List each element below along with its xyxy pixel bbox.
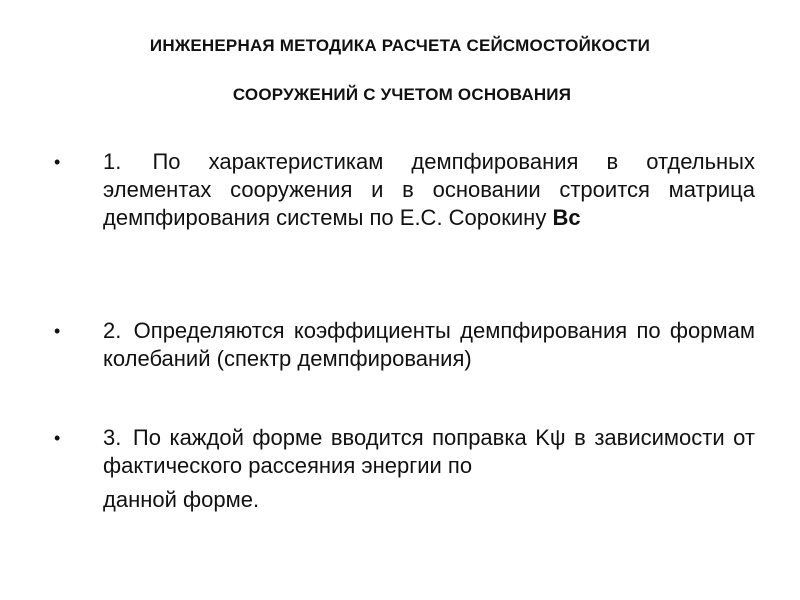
list-item-3: [103, 424, 755, 514]
item-text-3: По каждой форме вводится поправка Kψ в зависимости от фактического рассеяния энергии по: [103, 425, 755, 478]
item-text-1: По характеристикам демпфирования в отдельных элементах сооружения и в основании строится матрица демпфирования системы по Е.С. Сорокину: [103, 149, 755, 230]
item-text-2: Определяются коэффициенты демпфирования по формам колебаний (спектр демпфирования): [103, 318, 755, 371]
bullet-3: •: [54, 428, 61, 448]
list-item-2: [103, 317, 755, 373]
bullet-2: •: [54, 321, 61, 341]
item-number-2: 2.: [103, 318, 122, 343]
item-number-1: 1.: [103, 149, 122, 174]
bullet-1: •: [54, 152, 61, 172]
item-bold-suffix-1: Вс: [552, 205, 581, 230]
list-item-1: [103, 148, 755, 232]
item-number-3: 3.: [103, 425, 122, 450]
item-text-3-last-line: данной форме.: [103, 487, 260, 512]
slide-title-line-2: СООРУЖЕНИЙ С УЧЕТОМ ОСНОВАНИЯ: [232, 85, 572, 104]
slide-title-line-1: ИНЖЕНЕРНАЯ МЕТОДИКА РАСЧЕТА СЕЙСМОСТОЙКОСТИ: [149, 36, 651, 55]
